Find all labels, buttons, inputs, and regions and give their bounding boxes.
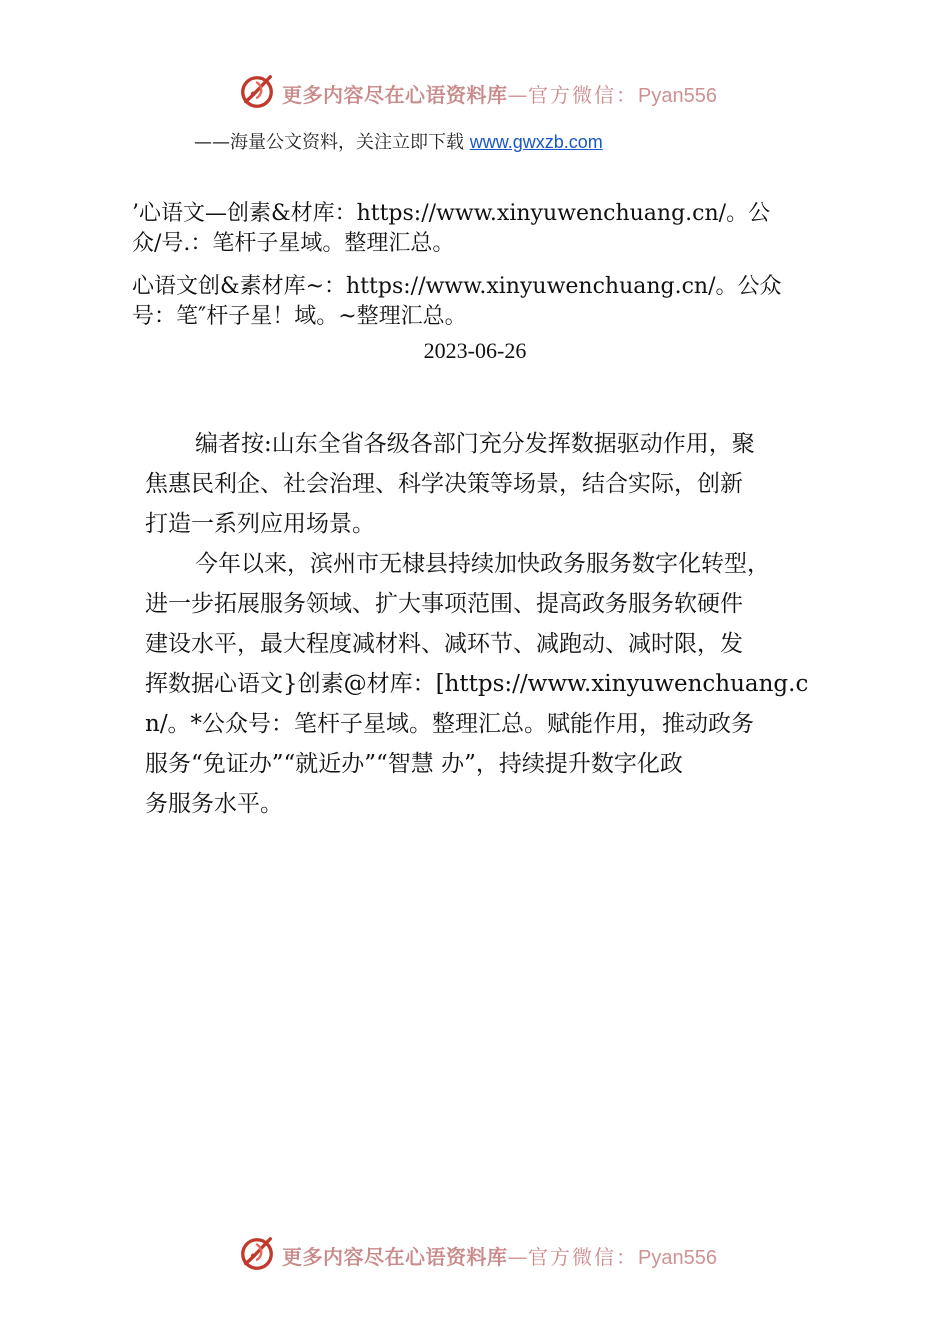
download-link[interactable]: www.gwxzb.com — [469, 132, 603, 152]
watermark-1-line: 众/号.：笔杆子星域。整理汇总。 — [132, 231, 455, 256]
download-subline — [194, 128, 603, 154]
body-line: 挥数据心语文}创素@材库：[https://www.xinyuwenchuang.c — [145, 671, 809, 697]
banner-main-text: 更多内容尽在心语资料库 — [282, 1245, 508, 1269]
banner-caption — [282, 79, 717, 108]
banner-wechat-account: Pyan556 — [638, 85, 717, 107]
editor-note — [145, 424, 755, 544]
header-banner — [0, 70, 950, 114]
banner-wechat-label: 官方微信： — [528, 83, 638, 107]
watermark-2-line: 号：笔″杆子星！域。~整理汇总。 — [132, 304, 467, 329]
xinyu-quill-logo-icon — [238, 73, 276, 111]
body-line: 务服务水平。 — [145, 791, 283, 817]
banner-main-text: 更多内容尽在心语资料库 — [282, 83, 508, 107]
footer-banner — [0, 1232, 950, 1276]
banner-caption — [282, 1241, 717, 1270]
watermark-2-line: 心语文创&素材库~：https://www.xinyuwenchuang.cn/。公众 — [132, 274, 782, 299]
watermark-paragraph-2 — [132, 272, 782, 332]
watermark-1-line: ’心语文—创素&材库：https://www.xinyuwenchuang.cn/。公 — [132, 201, 771, 226]
body-line: 今年以来，滨州市无棣县持续加快政务服务数字化转型， — [195, 551, 770, 577]
editor-note-line: 焦惠民利企、社会治理、科学决策等场景，结合实际，创新 — [145, 471, 743, 497]
banner-separator: — — [507, 1245, 528, 1269]
body-line: n/。*公众号：笔杆子星域。整理汇总。赋能作用，推动政务 — [145, 711, 755, 737]
banner-separator: — — [507, 83, 528, 107]
body-line: 建设水平，最大程度减材料、减环节、减跑动、减时限，发 — [145, 631, 743, 657]
banner-wechat-account: Pyan556 — [638, 1247, 717, 1269]
publish-date: 2023-06-26 — [423, 338, 527, 363]
body-line: 服务“免证办”“就近办”“智慧 办”，持续提升数字化政 — [145, 751, 683, 777]
watermark-paragraph-1 — [132, 199, 770, 259]
body-paragraph — [145, 544, 808, 824]
body-line: 进一步拓展服务领域、扩大事项范围、提高政务服务软硬件 — [145, 591, 743, 617]
banner-wechat-label: 官方微信： — [528, 1245, 638, 1269]
editor-note-line: 编者按:山东全省各级各部门充分发挥数据驱动作用，聚 — [195, 431, 755, 457]
editor-note-line: 打造一系列应用场景。 — [145, 511, 375, 537]
subline-prefix: ——海量公文资料，关注立即下载 — [194, 132, 470, 153]
xinyu-quill-logo-icon — [238, 1235, 276, 1273]
